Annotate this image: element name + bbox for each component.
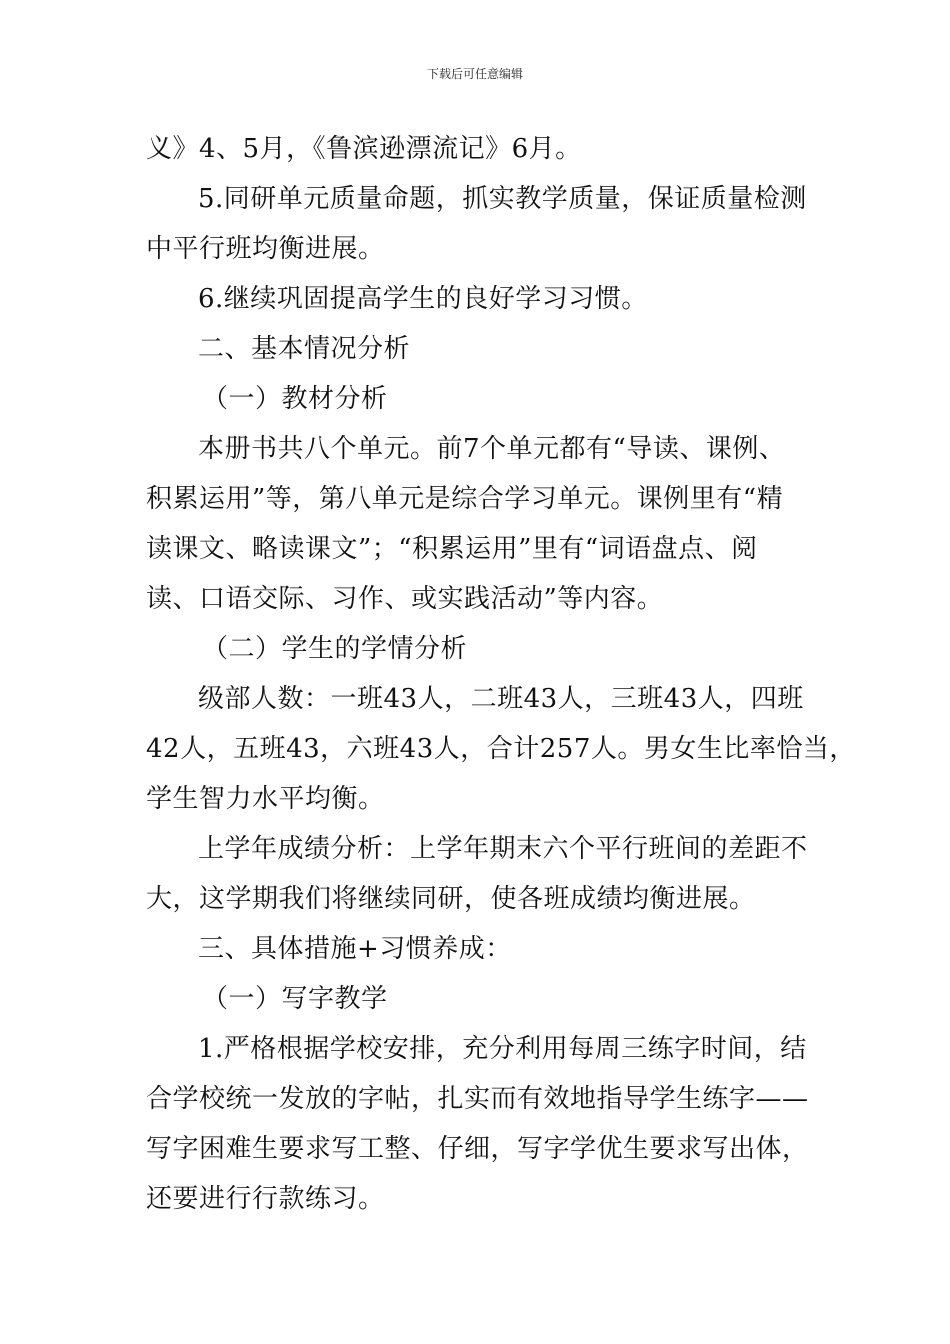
- page-header: 下载后可任意编辑: [426, 67, 523, 81]
- paragraph-line: 积累运用”等，第八单元是综合学习单元。课例里有“精: [146, 484, 784, 514]
- paragraph-line: 读课文、略读课文”；“积累运用”里有“词语盘点、阅: [146, 534, 758, 564]
- subsection-heading: （二）学生的学情分析: [202, 634, 468, 664]
- paragraph-line: 学生智力水平均衡。: [146, 784, 385, 814]
- paragraph-line: 1.严格根据学校安排，充分利用每周三练字时间，结: [198, 1034, 807, 1064]
- paragraph-line: 上学年成绩分析：上学年期末六个平行班间的差距不: [198, 834, 808, 864]
- subsection-heading: （一）教材分析: [202, 384, 388, 414]
- section-heading: 三、具体措施+习惯养成：: [198, 934, 512, 964]
- paragraph-line: 义》4、5月，《鲁滨逊漂流记》6月。: [146, 134, 582, 164]
- subsection-heading: （一）写字教学: [202, 984, 388, 1014]
- paragraph-line: 还要进行行款练习。: [146, 1184, 385, 1214]
- paragraph-line: 读、口语交际、习作、或实践活动”等内容。: [146, 584, 664, 614]
- section-heading: 二、基本情况分析: [198, 334, 411, 364]
- document-body: [146, 124, 856, 1224]
- paragraph-line: 大，这学期我们将继续同研，使各班成绩均衡进展。: [146, 884, 756, 914]
- paragraph-line: 5.同研单元质量命题，抓实教学质量，保证质量检测: [198, 184, 807, 214]
- paragraph-line: 本册书共八个单元。前7个单元都有“导读、课例、: [198, 434, 786, 464]
- paragraph-line: 中平行班均衡进展。: [146, 234, 385, 264]
- paragraph-line: 写字困难生要求写工整、仔细，写字学优生要求写出体，: [146, 1134, 809, 1164]
- paragraph-line: 级部人数：一班43人，二班43人，三班43人，四班: [198, 684, 804, 714]
- paragraph-line: 6.继续巩固提高学生的良好学习习惯。: [198, 284, 648, 314]
- paragraph-line: 合学校统一发放的字帖，扎实而有效地指导学生练字——: [146, 1084, 809, 1114]
- paragraph-line: 42人，五班43，六班43人，合计257人。男女生比率恰当，: [146, 734, 856, 764]
